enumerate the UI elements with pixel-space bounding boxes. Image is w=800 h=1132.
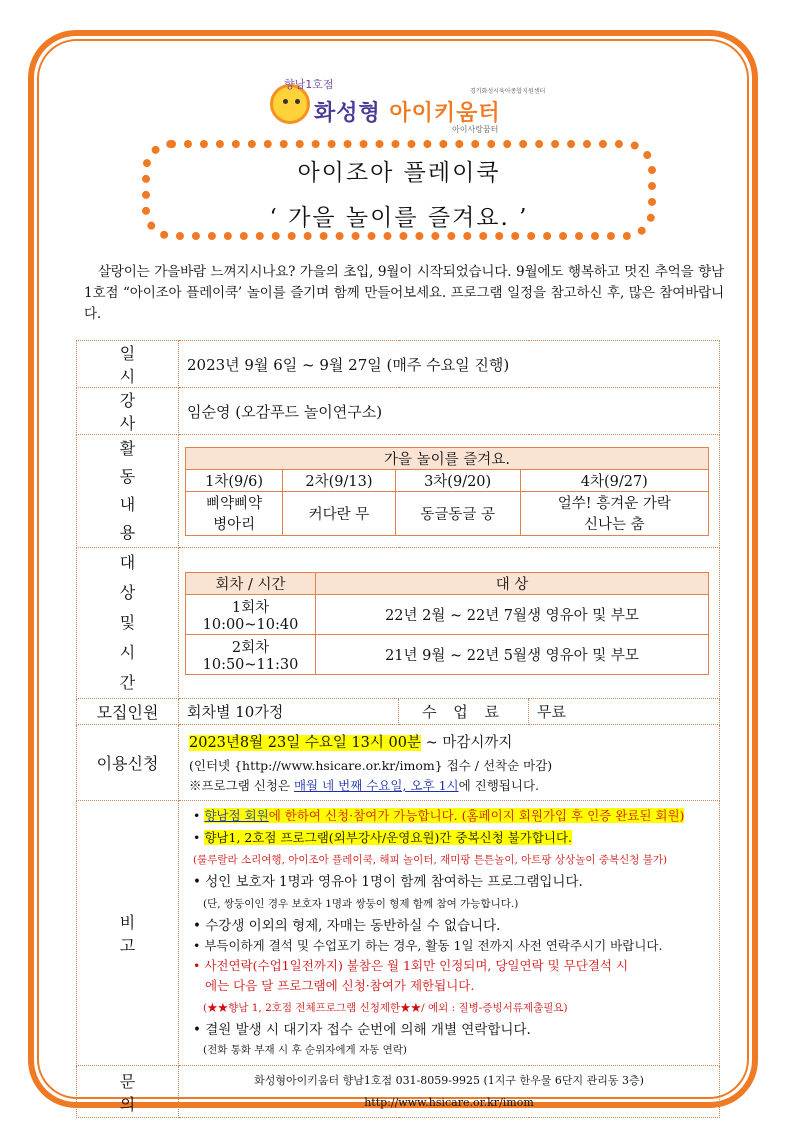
session-time: 1회차 10:00~10:40 <box>186 594 316 634</box>
recruit-value: 회차별 10가정 <box>179 699 399 725</box>
activity-header: 가을 놀이를 즐겨요. <box>186 447 709 469</box>
apply-method: (인터넷 {http://www.hsicare.or.kr/imom} 접수 / 선착순 마감) <box>189 758 553 773</box>
remark-sub: (전화 통화 부재 시 후 순위자에게 자동 연락) <box>203 1044 407 1056</box>
logo <box>270 76 570 136</box>
activity-cell <box>179 435 720 548</box>
target-label-2: 및 <box>119 613 156 632</box>
contact-row <box>77 1066 720 1118</box>
remark-item: • 사전연락(수업1일전까지) 불참은 월 1회만 인정되며, 당일연락 및 무단결석 시 <box>193 958 629 973</box>
session-content: 커다란 무 <box>283 491 395 535</box>
remark-item: • 부득이하게 결석 및 수업포기 하는 경우, 활동 1일 전까지 사전 연락주시기 바랍니다. <box>193 938 663 953</box>
remark-item-cont: 에는 다음 달 프로그램에 신청·참여가 제한됩니다. <box>205 978 475 993</box>
session-label: 1차(9/6) <box>186 469 283 491</box>
remark-item: • 향남점 회원에 한하여 신청·참여가 가능합니다. (홈페이지 회원가입 후 인증 완료된 회원) <box>193 808 685 823</box>
logo-main-text: 화성형 아이키움터 <box>314 101 501 126</box>
teacher-row <box>77 388 720 435</box>
remarks-cell <box>179 801 720 1066</box>
activity-label-2: 내 용 <box>119 495 156 542</box>
apply-notice: ※프로그램 신청은 매월 네 번째 수요일, 오후 1시에 진행됩니다. <box>189 778 540 793</box>
teacher-value: 임순영 (오감푸드 놀이연구소) <box>179 388 720 435</box>
session-label: 4차(9/27) <box>520 469 708 491</box>
target-cell <box>179 548 720 699</box>
session-time: 2회차 10:50~11:30 <box>186 634 316 674</box>
logo-branch-text: 향남1호점 <box>284 78 334 91</box>
contact-link[interactable]: http://www.hsicare.or.kr/imom <box>364 1095 534 1109</box>
remark-sub: (룰루랄라 소리여행, 아이조아 플레이쿡, 해피 놀이터, 재미팡 튼튼놀이, 아트팡 상상놀이 중복신청 불가) <box>193 854 668 866</box>
activity-table <box>185 447 709 536</box>
contact-label: 문 의 <box>77 1066 179 1118</box>
activity-label <box>77 435 179 548</box>
session-target: 21년 9월 ~ 22년 5월생 영유아 및 부모 <box>316 634 709 674</box>
recruit-row <box>77 699 720 725</box>
remark-sub: (★★향남 1, 2호점 전체프로그램 신청제한★★/ 예외 : 질병-증빙서류제출필요) <box>203 1002 568 1014</box>
remarks-label: 비 고 <box>77 801 179 1066</box>
remark-sub: (단, 쌍둥이인 경우 보호자 1명과 쌍둥이 형제 함께 참여 가능합니다.) <box>203 898 519 910</box>
title-line-2: ‘ 가을 놀이를 즐겨요. ’ <box>269 205 529 231</box>
recruit-label: 모집인원 <box>77 699 179 725</box>
activity-label-1: 활 동 <box>119 439 156 486</box>
date-value: 2023년 9월 6일 ~ 9월 27일 (매주 수요일 진행) <box>179 341 720 388</box>
target-col-header: 회차 / 시간 <box>186 572 316 594</box>
target-row <box>77 548 720 699</box>
session-content: 얼쑤! 흥겨운 가락 신나는 춤 <box>520 491 708 535</box>
apply-cell <box>179 725 720 801</box>
date-row <box>77 341 720 388</box>
session-label: 3차(9/20) <box>395 469 520 491</box>
target-label <box>77 548 179 699</box>
intro-paragraph: 살랑이는 가을바람 느껴지시나요? 가을의 초입, 9월이 시작되었습니다. 9월에도 행복하고 멋진 추억을 향남1호점 “아이조아 플레이쿡’ 놀이를 즐기며 함께 만들어보세요. 프로그램 일정을 참고하신 후, 많은 참여바랍니다. <box>84 264 724 322</box>
target-table <box>185 572 709 675</box>
teacher-label: 강 사 <box>77 388 179 435</box>
session-content: 삐약삐약 병아리 <box>186 491 283 535</box>
apply-period: 2023년8월 23일 수요일 13시 00분 ~ 마감시까지 <box>189 735 513 751</box>
session-label: 2차(9/13) <box>283 469 395 491</box>
activity-row <box>77 435 720 548</box>
apply-label: 이용신청 <box>77 725 179 801</box>
remark-item: • 수강생 이외의 형제, 자매는 동반하실 수 없습니다. <box>193 918 501 934</box>
date-label: 일 시 <box>77 341 179 388</box>
remarks-row <box>77 801 720 1066</box>
remark-item: • 결원 발생 시 대기자 접수 순번에 의해 개별 연락합니다. <box>193 1022 531 1038</box>
info-table <box>76 340 720 1118</box>
session-content: 동글동글 공 <box>395 491 520 535</box>
remark-item: • 성인 보호자 1명과 영유아 1명이 함께 참여하는 프로그램입니다. <box>193 874 583 890</box>
logo-org-text: 경기화성시육아종합지원센터 <box>470 88 546 95</box>
title-line-1: 아이조아 플레이쿡 <box>297 160 501 186</box>
session-target: 22년 2월 ~ 22년 7월생 영유아 및 부모 <box>316 594 709 634</box>
apply-row <box>77 725 720 801</box>
logo-sub-text: 아이사랑꿈터 <box>452 125 499 134</box>
fee-label: 수 업 료 <box>399 699 529 725</box>
contact-cell <box>179 1066 720 1118</box>
title-box <box>142 140 656 240</box>
remark-item: • 향남1, 2호점 프로그램(외부강사/운영요원)간 중복신청 불가합니다. <box>193 830 573 845</box>
target-label-1: 대 상 <box>119 553 156 602</box>
contact-line-1: 화성형아이키움터 향남1호점 031-8059-9925 (1지구 한우물 6단지 관리동 3층) <box>254 1073 644 1087</box>
target-label-3: 시 간 <box>119 643 156 692</box>
apply-start: 2023년8월 23일 수요일 13시 00분 <box>189 735 421 751</box>
fee-value: 무료 <box>529 699 720 725</box>
target-col-header: 대 상 <box>316 572 709 594</box>
